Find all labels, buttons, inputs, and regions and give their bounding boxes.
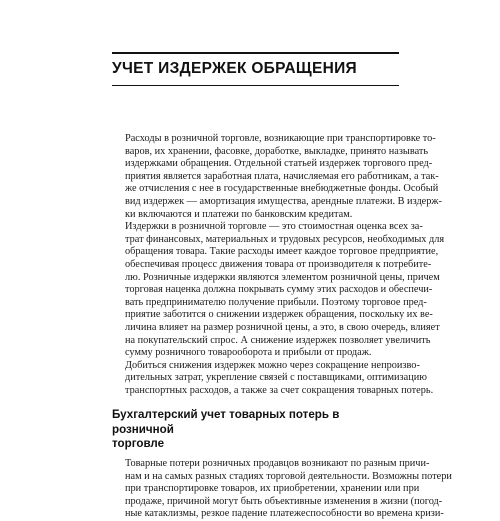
text-line: Издержки в розничной торговле — это стоимостная оценка всех за- xyxy=(125,221,423,233)
text-line: торговая наценка должна покрывать сумму этих расходов и обеспечи- xyxy=(125,284,433,296)
text-line: обеспечивая процесс движения товара от производителя к потребите- xyxy=(125,258,432,270)
text-line: дительных затрат, укрепление связей с поставщиками, оптимизацию xyxy=(125,372,427,384)
paragraph-1 xyxy=(112,133,442,221)
text-line: Товарные потери розничных продавцов возникают по разным причи- xyxy=(125,457,430,469)
text-line: личина влияет на размер розничной цены, а это, в свою очередь, влияет xyxy=(125,321,440,333)
text-line: издержками обращения. Отдельной статьей издержек торгового пред- xyxy=(125,158,433,170)
paragraph-2 xyxy=(112,221,445,360)
section-paragraph-1 xyxy=(112,457,452,521)
text-line: же отчисления с нее в государственные внебюджетные фонды. Особый xyxy=(125,183,439,195)
text-line: сумму розничного товарооборота и прибыли от продаж. xyxy=(125,347,372,359)
text-line: вид издержек — амортизация имущества, арендные платежи. В издерж- xyxy=(125,195,442,207)
text-line: на покупательский спрос. А снижение издержек позволяет увеличить xyxy=(125,334,431,346)
text-line: ки включаются и платежи по банковским кредитам. xyxy=(125,208,353,220)
text-line: Добиться снижения издержек можно через сокращение непроизво- xyxy=(125,359,420,371)
text-line: лю. Розничные издержки являются элементом розничной цены, причем xyxy=(125,271,440,283)
text-line: при транспортировке товаров, их приобретении, хранении или при xyxy=(125,483,420,495)
text-line: обращения товара. Такие расходы имеет каждое торговое предприятие, xyxy=(125,246,439,258)
text-line: продаже, причиной могут быть объективные изменения в жизни (погод- xyxy=(125,495,443,507)
text-line: вать предпринимателю получение прибыли. Поэтому торговое пред- xyxy=(125,296,427,308)
chapter-title-bottom-rule xyxy=(112,85,399,86)
text-line: трат финансовых, материальных и трудовых ресурсов, необходимых для xyxy=(125,233,445,245)
text-line: приятия является заработная плата, начисляемая его работникам, а так- xyxy=(125,170,439,182)
text-line: приятие заботится о снижении издержек обращения, поскольку их ве- xyxy=(125,309,433,321)
text-line: Расходы в розничной торговле, возникающие при транспортировке то- xyxy=(125,133,436,144)
chapter-title: УЧЕТ ИЗДЕРЖЕК ОБРАЩЕНИЯ xyxy=(112,60,358,77)
section-heading-line: торговле xyxy=(112,437,165,451)
section-heading-line: Бухгалтерский учет товарных потерь в розничной xyxy=(112,408,340,436)
text-line: нам и на самых разных стадиях торговой деятельности. Возможны потери xyxy=(125,470,452,482)
text-line: транспортных расходов, а также за счет сокращения товарных потерь. xyxy=(125,384,434,396)
paragraph-3 xyxy=(112,359,434,398)
section-heading xyxy=(112,408,399,452)
text-line: ные катаклизмы, резкое падение платежеспособности во времена кризи- xyxy=(125,508,444,520)
text-line: варов, их хранении, фасовке, доработке, выкладке, принято называть xyxy=(125,145,429,157)
chapter-title-top-rule xyxy=(112,52,399,54)
body-text xyxy=(112,133,452,521)
